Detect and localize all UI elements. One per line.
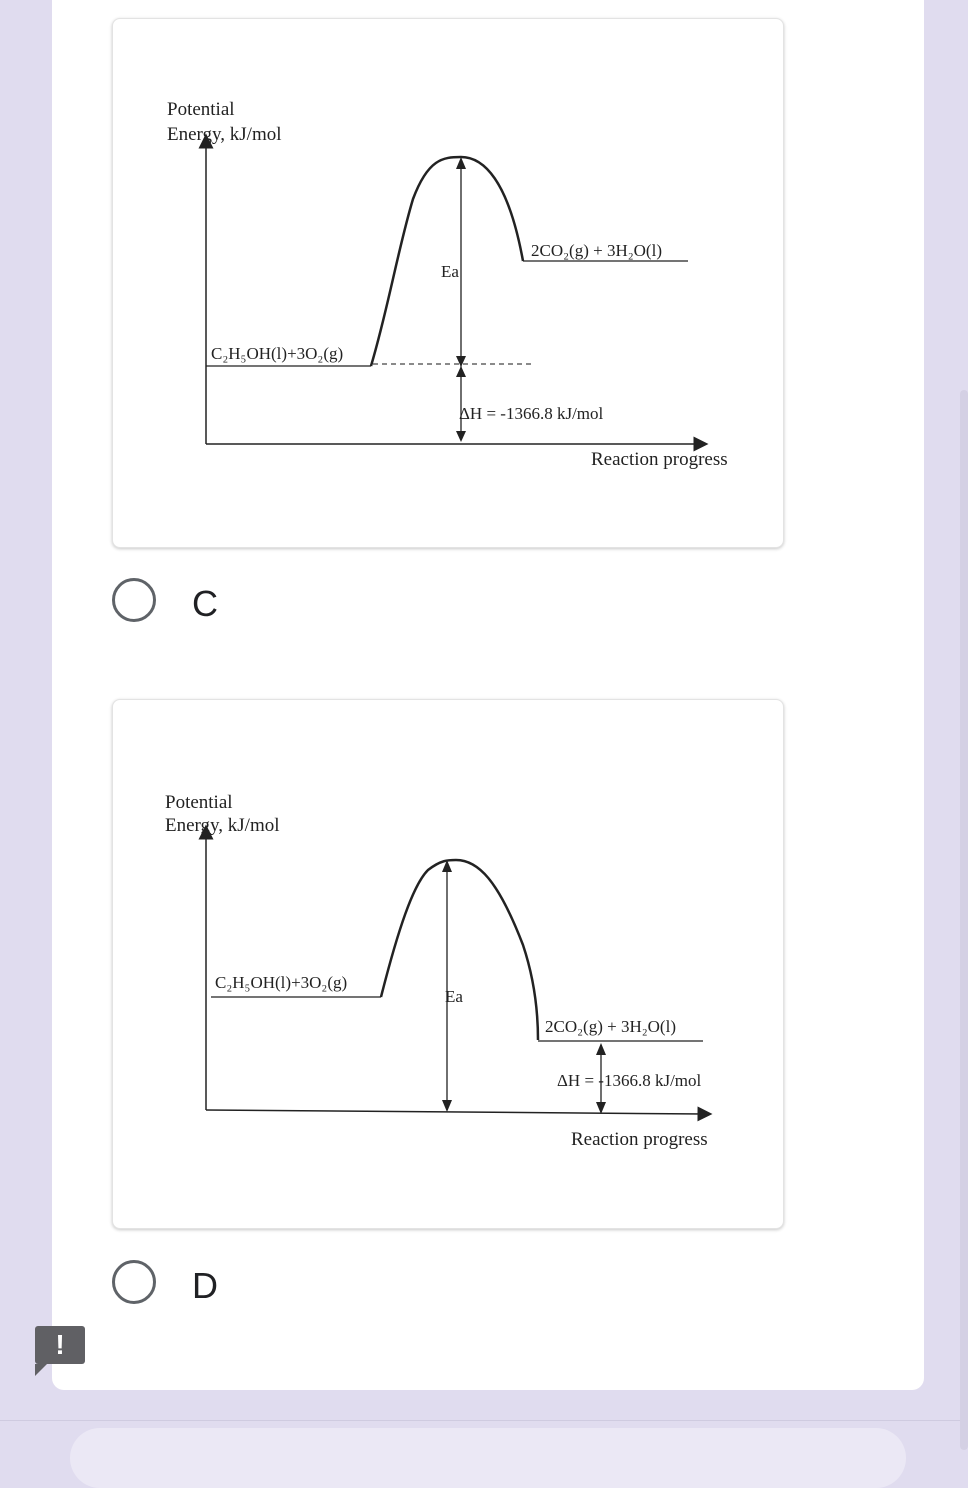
delta-h-label: ΔH = -1366.8 kJ/mol	[459, 404, 604, 423]
y-axis-label-line2: Energy, kJ/mol	[167, 124, 282, 145]
radio-button-d[interactable]	[112, 1260, 156, 1304]
next-card-edge	[70, 1428, 906, 1488]
x-axis-label: Reaction progress	[571, 1129, 708, 1150]
x-axis-label: Reaction progress	[591, 449, 728, 470]
option-d-label: D	[192, 1265, 218, 1306]
energy-profile-diagram	[113, 19, 783, 547]
exclamation-icon: !	[55, 1329, 65, 1360]
products-label: 2CO₂(g) + 3H₂O(l)	[545, 1017, 676, 1036]
radio-button-c[interactable]	[112, 578, 156, 622]
energy-diagram-image-2	[112, 699, 784, 1229]
scrollbar-track[interactable]	[960, 390, 968, 1450]
footer-divider	[0, 1420, 968, 1421]
energy-profile-diagram	[113, 700, 783, 1228]
y-axis-label-line2: Energy, kJ/mol	[165, 815, 280, 836]
report-alert-icon[interactable]	[35, 1326, 85, 1364]
delta-h-label: ΔH = -1366.8 kJ/mol	[557, 1071, 702, 1090]
option-c-label: C	[192, 583, 218, 624]
y-axis-label-line1: Potential	[167, 99, 235, 120]
reactants-label: C₂H₅OH(l)+3O₂(g)	[211, 344, 344, 363]
reactants-label: C₂H₅OH(l)+3O₂(g)	[215, 973, 348, 992]
y-axis-label-line1: Potential	[165, 792, 233, 813]
products-label: 2CO₂(g) + 3H₂O(l)	[531, 241, 662, 260]
activation-energy-label: Ea	[445, 987, 463, 1006]
energy-diagram-image-1	[112, 18, 784, 548]
activation-energy-label: Ea	[441, 262, 459, 281]
